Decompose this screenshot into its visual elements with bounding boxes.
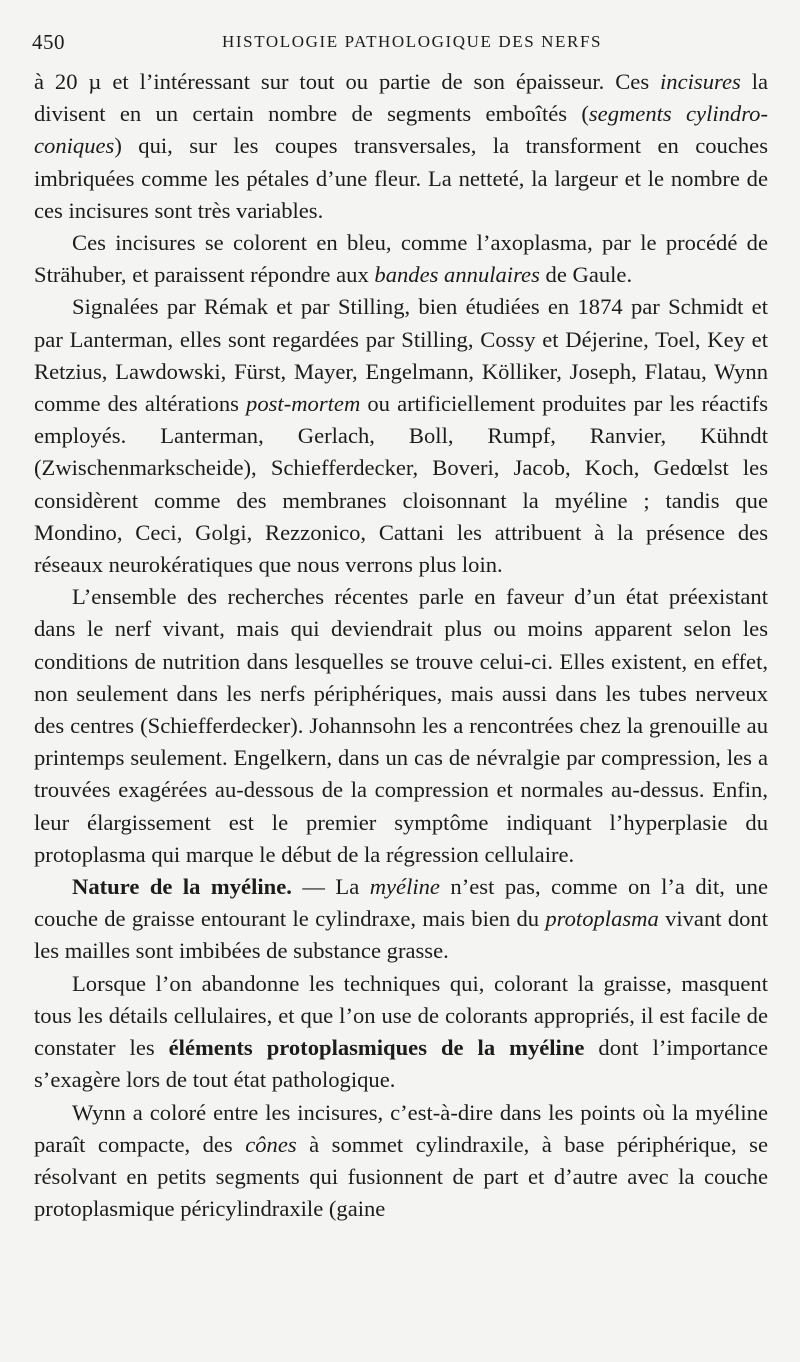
paragraph-2: [34, 227, 768, 291]
paragraph-4: [34, 581, 768, 871]
italic-term: segments cylindro-coniques: [34, 101, 768, 159]
text-run: ) qui, sur les coupes transversales, la transforment en couches imbriquées comme les pétales d’une fleur. La netteté, la largeur et le nombre de ces incisures sont très variables.: [34, 133, 768, 223]
text-run: ou artificiellement produites par les réactifs employés. Lanterman, Gerlach, Boll, Rumpf, Ranvier, Kühndt (Zwischenmarkscheide), Schiefferdecker, Boveri, Jacob, Koch, Gedœlst les considèrent comme des membranes cloisonnant la myéline ; tandis que Mondino, Ceci, Golgi, Rezzonico, Cattani les attribuent à la présence des réseaux neurokératiques que nous verrons plus loin.: [34, 391, 769, 578]
running-title: HISTOLOGIE PATHOLOGIQUE DES NERFS: [222, 32, 603, 51]
paragraph-5: [34, 871, 768, 968]
italic-term: protoplasma: [545, 906, 659, 932]
text-run: à 20 µ et l’intéressant sur tout ou partie de son épaisseur. Ces: [34, 69, 661, 94]
bold-term: éléments protoplasmiques de la myéline: [168, 1035, 585, 1061]
italic-term: incisures: [660, 69, 741, 94]
italic-term: myéline: [369, 874, 440, 900]
body-text: [34, 66, 768, 1225]
text-run: Ces incisures se colorent en bleu, comme l’axoplasma, par le procédé de Strähuber, et paraissent répondre aux: [34, 230, 768, 288]
paragraph-1: [34, 66, 768, 227]
text-run: de Gaule.: [539, 262, 633, 288]
italic-term: bandes annulaires: [374, 262, 540, 288]
text-run: dont l’importance s’exagère lors de tout état pathologique.: [34, 1035, 768, 1093]
text-run: — La: [291, 874, 370, 900]
text-run: à sommet cylindraxile, à base périphérique, se résolvant en petits segments qui fusionnent de part et d’autre avec la couche protoplasmique péricylindraxile (gaine: [34, 1131, 769, 1222]
text-run: Lorsque l’on abandonne les techniques qui, colorant la graisse, masquent tous les détails cellulaires, et que l’on use de colorants appropriés, il est facile de constater les: [34, 970, 768, 1061]
text-run: Wynn a coloré entre les incisures, c’est-à-dire dans les points où la myéline paraît compacte, des: [34, 1099, 768, 1157]
page-number: 450: [32, 30, 65, 54]
paragraph-3: [34, 291, 768, 581]
paragraph-7: [34, 1097, 768, 1226]
text-run: L’ensemble des recherches récentes parle en faveur d’un état préexistant dans le nerf vivant, mais qui deviendrait plus ou moins apparent selon les conditions de nutrition dans lesquelles se trouve celui-ci. Elles existent, en effet, non seulement dans les nerfs périphériques, mais aussi dans les tubes nerveux des centres (Schiefferdecker). Johannsohn les a rencontrées chez la grenouille au printemps seulement. Engelkern, dans un cas de névralgie par compression, les a trouvées exagérées au-dessous de la compression et normales au-dessus. Enfin, leur élargissement est le premier symptôme indiquant l’hyperplasie du protoplasma qui marque le début de la régression cellulaire.: [34, 584, 768, 867]
text-run: la divisent en un certain nombre de segments emboîtés (: [34, 69, 768, 127]
italic-term: cônes: [245, 1131, 297, 1157]
text-run: vivant dont les mailles sont imbibées de substance grasse.: [34, 906, 768, 964]
paragraph-6: [34, 968, 768, 1097]
text-run: Signalées par Rémak et par Stilling, bien étudiées en 1874 par Schmidt et par Lanterman, elles sont regardées par Stilling, Cossy et Déjerine, Toel, Key et Retzius, Lawdowski, Fürst, Mayer, Engelmann, Kölliker, Joseph, Flatau, Wynn comme des altérations: [34, 294, 768, 417]
text-run: n’est pas, comme on l’a dit, une couche de graisse entourant le cylindraxe, mais bien du: [34, 874, 768, 932]
italic-term: post-mortem: [246, 391, 361, 417]
page-header: [32, 30, 770, 60]
section-heading: Nature de la myéline.: [72, 874, 292, 900]
